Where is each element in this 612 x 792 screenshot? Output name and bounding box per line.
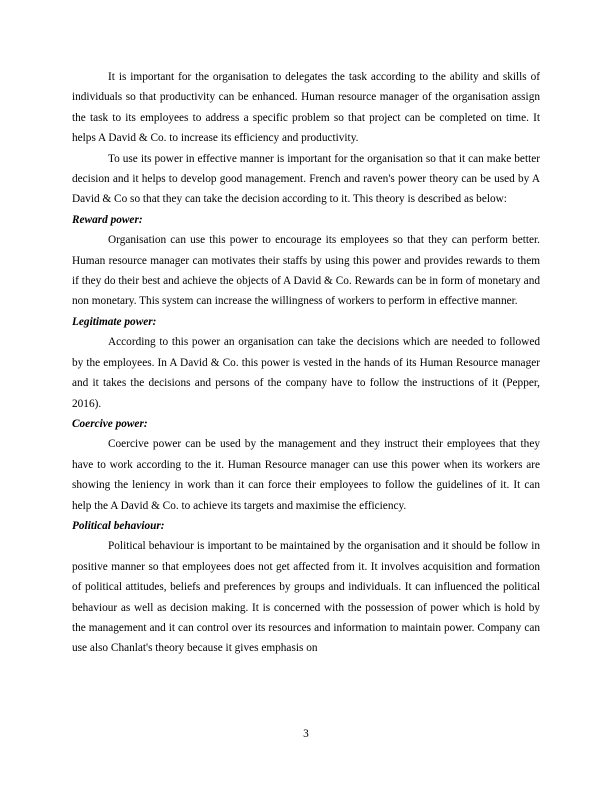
heading-political-behaviour: Political behaviour: [72, 519, 165, 532]
paragraph-legitimate-power: According to this power an organisation can take the decisions which are needed to followed by the employees. In A David & Co. this power is vested in the hands of its Human Resource manager and it takes the decisions and persons of the company have to follow the instructions of it (Pepper, 2016). [72, 336, 540, 410]
paragraph-coercive-power: Coercive power can be used by the management and they instruct their employees that they have to work according to the it. Human Resource manager can use this power when its workers are showing the leniency in work than it can force their employees to follow the guidelines of it. It can help the A David & Co. to achieve its targets and maximise the efficiency. [72, 438, 540, 512]
paragraph-political-behaviour: Political behaviour is important to be maintained by the organisation and it should be follow in positive manner so that employees does not get affected from it. It involves acquisition and formation of political attitudes, beliefs and preferences by groups and individuals. It can influenced the political behaviour as well as decision making. It is concerned with the possession of power which is hold by the management and it can control over its resources and information to maintain power. Company can use also Chanlat's theory because it gives emphasis on [72, 540, 540, 655]
paragraph-delegation: It is important for the organisation to delegates the task according to the ability and skills of individuals so that productivity can be enhanced. Human resource manager of the organisation assign the task to its employees to address a specific problem so that project can be completed on time. It helps A David & Co. to increase its efficiency and productivity. [72, 71, 540, 145]
heading-reward-power: Reward power: [72, 213, 143, 226]
paragraph-power-intro: To use its power in effective manner is important for the organisation so that it can make better decision and it helps to develop good management. French and raven's power theory can be used by A David & Co so that they can take the decision according to it. This theory is described as below: [72, 152, 540, 206]
page-number: 3 [303, 728, 309, 740]
paragraph-reward-power: Organisation can use this power to encourage its employees so that they can perform better. Human resource manager can motivates their staffs by using this power and provides rewards to them if they do their best and achieve the objects of A David & Co. Rewards can be in form of monetary and non monetary. This system can increase the willingness of workers to perform in effective manner. [72, 234, 540, 308]
heading-coercive-power: Coercive power: [72, 417, 148, 430]
heading-legitimate-power: Legitimate power: [72, 315, 157, 328]
document-page [72, 67, 540, 659]
